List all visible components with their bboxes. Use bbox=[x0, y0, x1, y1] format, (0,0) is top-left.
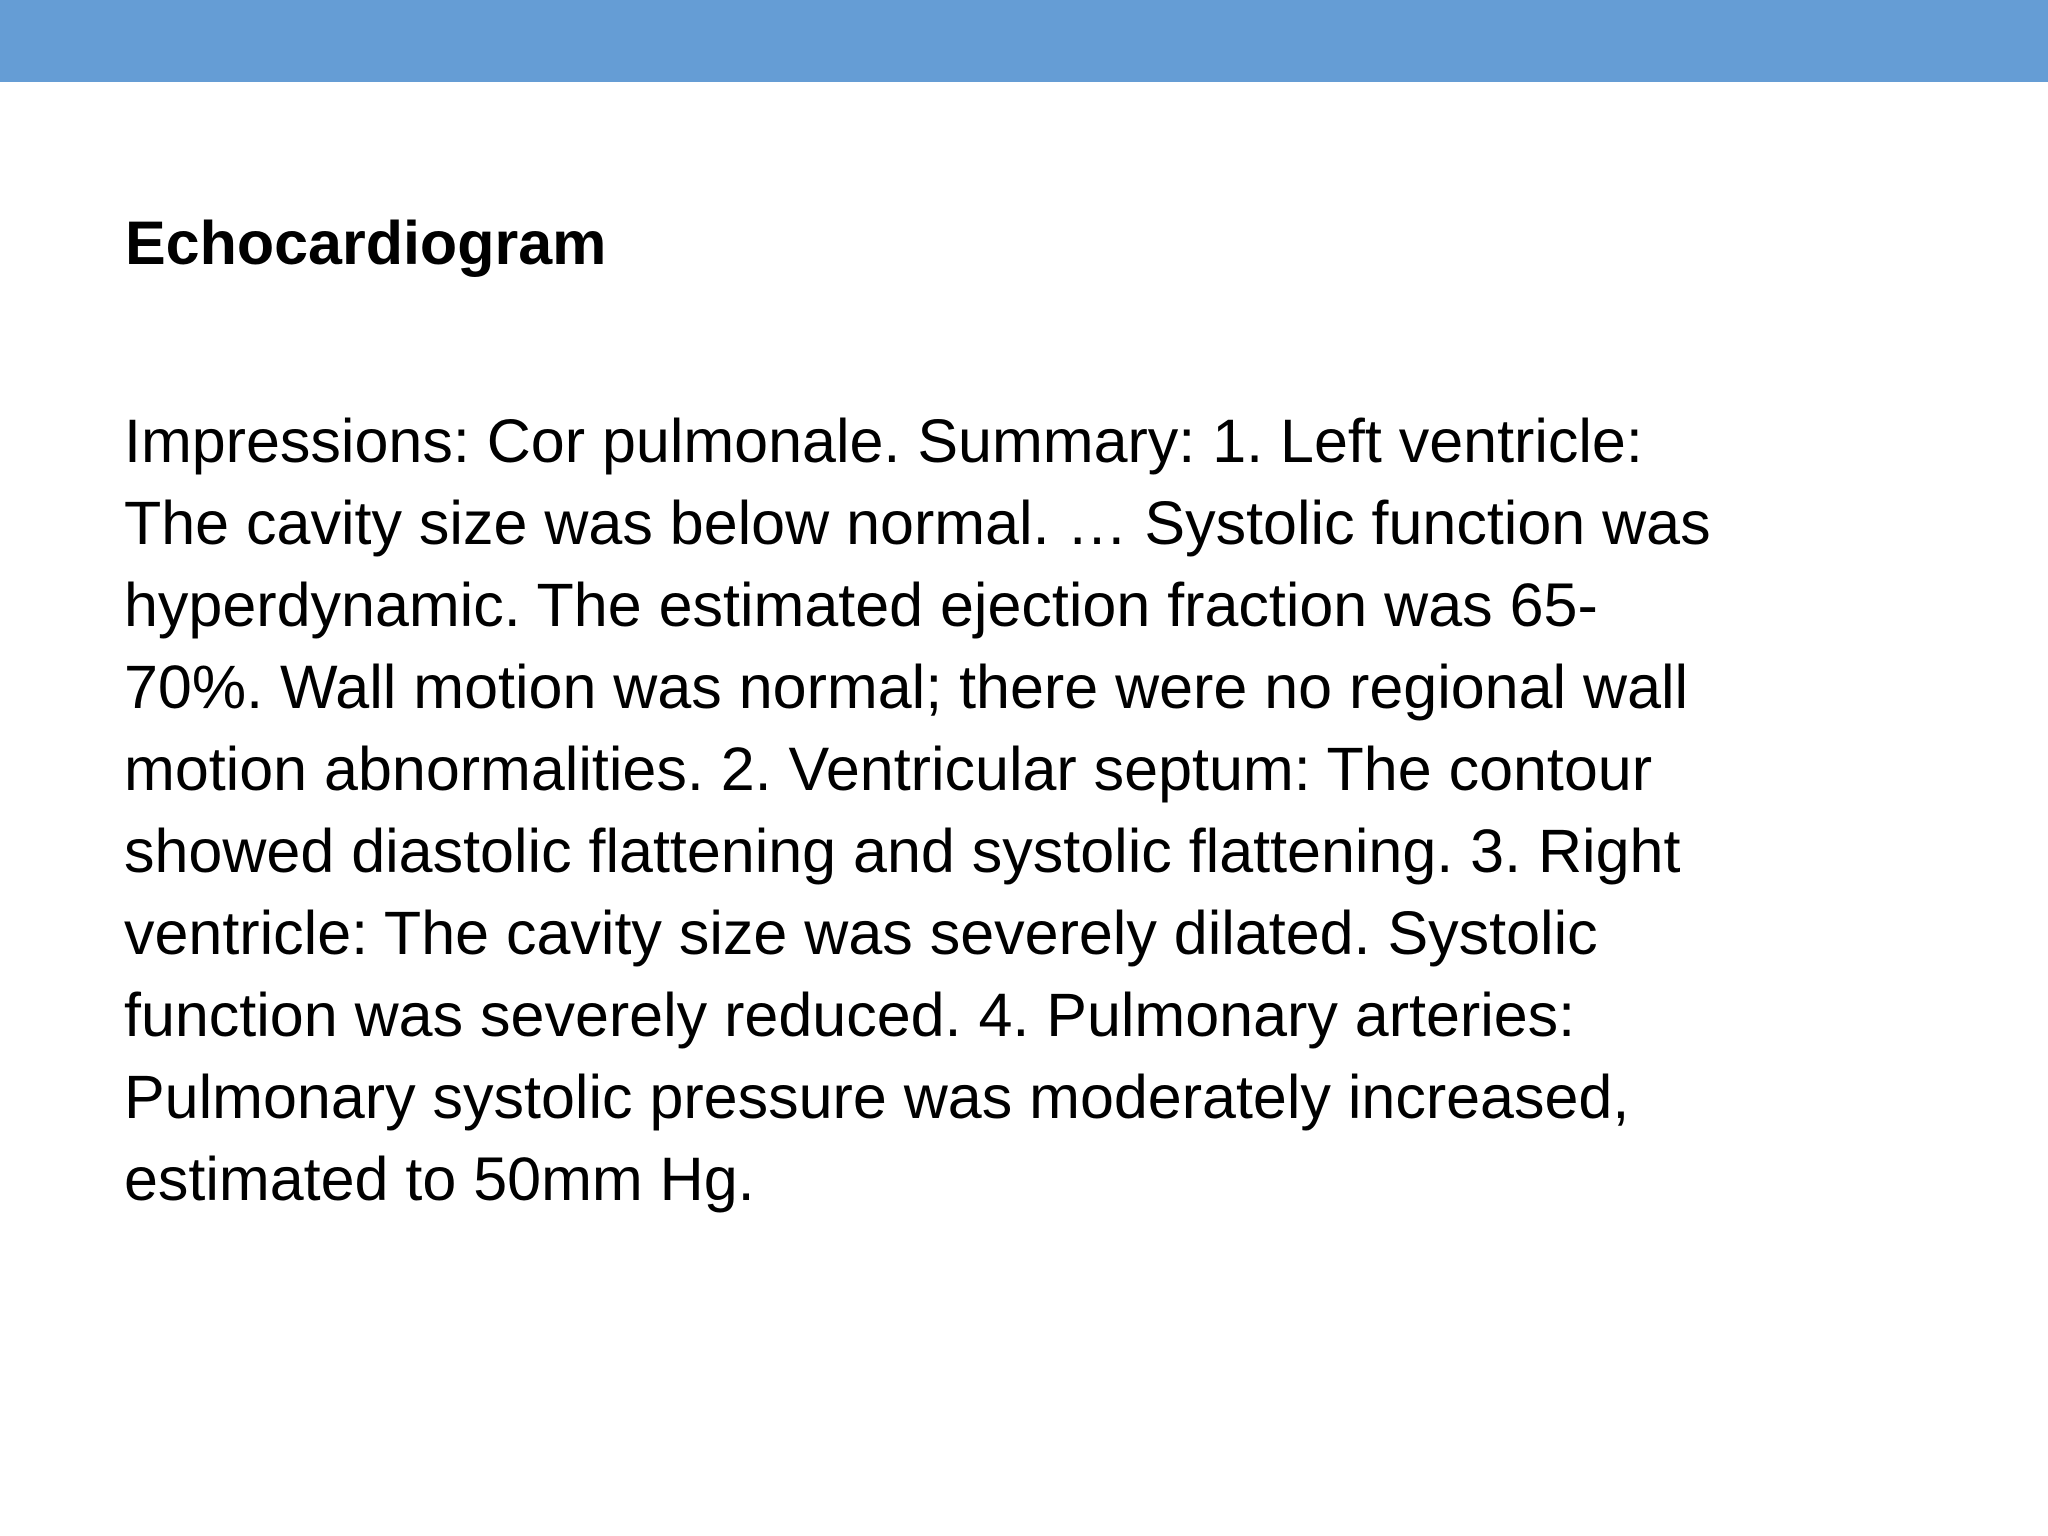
body-line: The cavity size was below normal. … Systolic function was bbox=[124, 489, 1711, 557]
header-accent-bar bbox=[0, 0, 2048, 82]
body-line: estimated to 50mm Hg. bbox=[124, 1145, 755, 1213]
body-line: motion abnormalities. 2. Ventricular septum: The contour bbox=[124, 735, 1653, 803]
body-line: ventricle: The cavity size was severely dilated. Systolic bbox=[124, 899, 1598, 967]
body-line: hyperdynamic. The estimated ejection fraction was 65- bbox=[124, 571, 1598, 639]
body-line: 70%. Wall motion was normal; there were no regional wall bbox=[124, 653, 1689, 721]
slide-title: Echocardiogram bbox=[125, 209, 607, 277]
body-line: Pulmonary systolic pressure was moderately increased, bbox=[124, 1063, 1630, 1131]
body-line: Impressions: Cor pulmonale. Summary: 1. Left ventricle: bbox=[124, 407, 1643, 475]
body-line: showed diastolic flattening and systolic flattening. 3. Right bbox=[124, 817, 1681, 885]
echo-report-body bbox=[124, 400, 1711, 1220]
body-line: function was severely reduced. 4. Pulmonary arteries: bbox=[124, 981, 1576, 1049]
